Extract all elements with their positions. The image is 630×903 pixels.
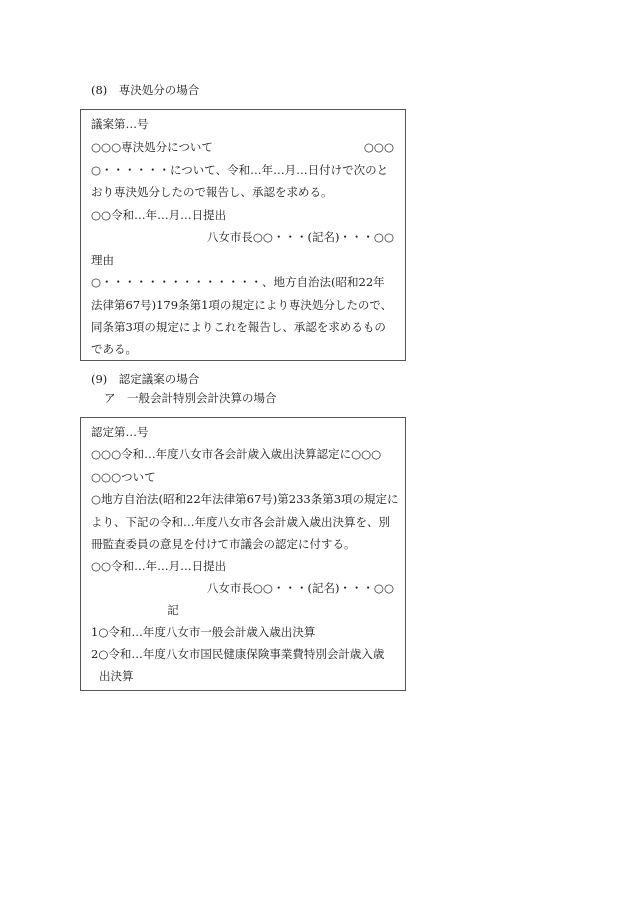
mayor-signature-line: 八女市長○○・・・(記名)・・・○○: [206, 230, 394, 244]
submission-date: ○○令和…年…月…日提出: [91, 208, 227, 222]
body-text-line: おり専決処分したので報告し、承認を求める。: [91, 185, 333, 199]
reason-text-line: ○・・・・・・・・・・・・・・、地方自治法(昭和22年: [91, 275, 385, 289]
submission-date: ○○令和…年…月…日提出: [91, 559, 227, 573]
reason-heading: 理由: [91, 253, 114, 267]
bill-number: 議案第…号: [91, 117, 149, 131]
list-item: 2○令和…年度八女市国民健康保険事業費特別会計歳入歳: [91, 647, 385, 661]
reason-text-line: である。: [91, 342, 137, 356]
section-9-subheading: ア 一般会計特別会計決算の場合: [104, 391, 277, 405]
section-9-heading: (9) 認定議案の場合: [91, 372, 200, 386]
reason-text-line: 法律第67号)179条第1項の規定により専決処分したので、: [91, 298, 393, 312]
approval-title-line: ○○○ついて: [91, 470, 156, 484]
section-9-form-box: [80, 417, 406, 691]
mayor-signature-line: 八女市長○○・・・(記名)・・・○○: [206, 581, 394, 595]
section-8-heading: (8) 専決処分の場合: [91, 83, 200, 97]
body-text-line: ○地方自治法(昭和22年法律第67号)第233条第3項の規定に: [91, 492, 399, 506]
body-text-line: より、下記の令和…年度八女市各会計歳入歳出決算を、別: [91, 515, 390, 529]
bill-title: ○○○専決処分について: [91, 140, 213, 154]
body-text-line: 冊監査委員の意見を付けて市議会の認定に付する。: [91, 537, 356, 551]
bill-title-placeholder: ○○○: [363, 140, 394, 154]
reason-text-line: 同条第3項の規定によりこれを報告し、承認を求めるもの: [91, 320, 386, 334]
section-8-form-box: [80, 109, 406, 361]
list-item: 1○令和…年度八女市一般会計歳入歳出決算: [91, 625, 316, 639]
list-item-continuation: 出決算: [99, 669, 134, 683]
notes-marker-text: 記: [167, 603, 179, 617]
body-text-line: ○・・・・・・について、令和…年…月…日付けで次のと: [91, 163, 389, 177]
notes-marker: [81, 603, 405, 617]
approval-title-line: ○○○令和…年度八女市各会計歳入歳出決算認定に○○○: [91, 447, 382, 461]
approval-number: 認定第…号: [91, 425, 149, 439]
